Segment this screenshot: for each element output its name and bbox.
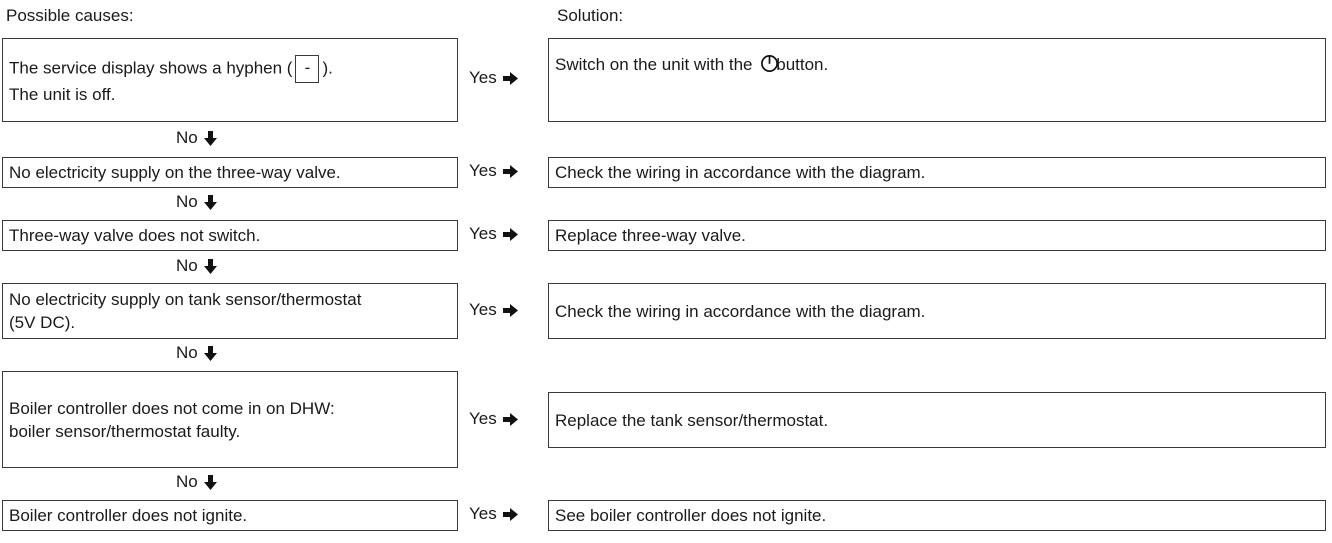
solution-1-text-a: Switch on the unit with the — [555, 55, 758, 74]
power-icon — [760, 54, 779, 73]
cause-box-5: Boiler controller does not come in on DHW: boiler sensor/thermostat faulty. — [2, 371, 458, 468]
yes-arrow-1 — [469, 68, 518, 88]
yes-label: Yes — [469, 68, 497, 87]
solution-box-5: Replace the tank sensor/thermostat. — [548, 392, 1326, 448]
arrow-right-icon — [503, 228, 518, 241]
no-arrow-5: No — [176, 472, 217, 492]
yes-arrow-3: Yes — [469, 224, 518, 244]
arrow-right-icon — [503, 304, 518, 317]
no-arrow-2: No — [176, 192, 217, 212]
arrow-right-icon — [503, 72, 518, 85]
solution-1-text-b: button. — [776, 55, 829, 74]
no-arrow-4: No — [176, 343, 217, 363]
arrow-down-icon — [204, 475, 217, 490]
cause-box-3: Three-way valve does not switch. — [2, 220, 458, 251]
header-solution: Solution: — [557, 6, 624, 25]
arrow-down-icon — [204, 195, 217, 210]
cause-box-4: No electricity supply on tank sensor/thermostat (5V DC). — [2, 283, 458, 339]
arrow-right-icon — [503, 413, 518, 426]
solution-box-3: Replace three-way valve. — [548, 220, 1326, 251]
solution-box-6: See boiler controller does not ignite. — [548, 500, 1326, 531]
arrow-down-icon — [204, 131, 217, 146]
arrow-right-icon — [503, 508, 518, 521]
cause-box-1 — [2, 38, 458, 122]
arrow-down-icon — [204, 259, 217, 274]
yes-arrow-4: Yes — [469, 300, 518, 320]
cause-1-text-b: ). — [322, 57, 333, 77]
cause-box-6: Boiler controller does not ignite. — [2, 500, 458, 531]
cause-box-2: No electricity supply on the three-way valve. — [2, 157, 458, 188]
arrow-right-icon — [503, 165, 518, 178]
solution-box-4: Check the wiring in accordance with the diagram. — [548, 283, 1326, 339]
cause-1-line2: The unit is off. — [9, 84, 116, 104]
hyphen-symbol: - — [295, 55, 319, 83]
solution-box-2: Check the wiring in accordance with the diagram. — [548, 157, 1326, 188]
solution-box-1 — [548, 38, 1326, 122]
yes-arrow-6: Yes — [469, 504, 518, 524]
header-causes: Possible causes: — [6, 6, 134, 25]
arrow-down-icon — [204, 346, 217, 361]
yes-arrow-5: Yes — [469, 409, 518, 429]
yes-arrow-2: Yes — [469, 161, 518, 181]
no-arrow-1: No — [176, 128, 217, 148]
no-arrow-3: No — [176, 256, 217, 276]
cause-1-text-a: The service display shows a hyphen ( — [9, 57, 293, 77]
